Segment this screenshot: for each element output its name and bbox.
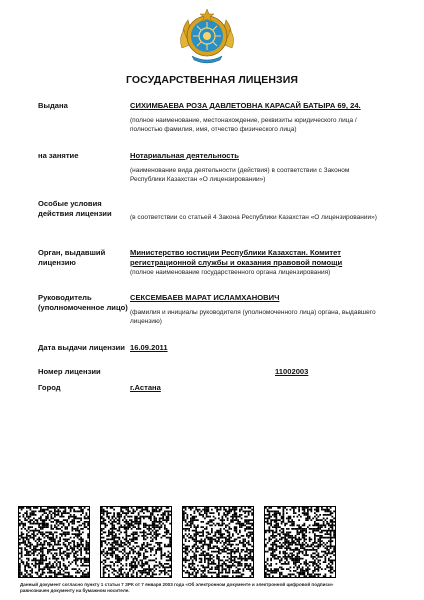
document-title: ГОСУДАРСТВЕННАЯ ЛИЦЕНЗИЯ bbox=[125, 74, 298, 86]
barcode-2 bbox=[100, 506, 172, 578]
issuing-body-value-line1: Министерство юстиции Республики Казахстан. Комитет bbox=[130, 248, 341, 257]
issuing-body-label bbox=[38, 248, 105, 267]
issuing-body-note: (полное наименование государственного органа лицензирования) bbox=[130, 269, 331, 276]
license-number-label: Номер лицензии bbox=[38, 367, 101, 376]
head-label-line2: (уполномоченное лицо) bbox=[38, 302, 128, 312]
qr-code-icon bbox=[183, 507, 253, 577]
issuing-body-label-line2: лицензию bbox=[38, 257, 76, 267]
head-note bbox=[130, 309, 376, 326]
kazakhstan-state-emblem-icon bbox=[176, 8, 238, 66]
issue-date-label: Дата выдачи лицензии bbox=[38, 343, 125, 352]
activity-note bbox=[130, 167, 349, 184]
activity-note-line1: (наименование вида деятельности (действия) в соответствии с Законом bbox=[130, 167, 350, 174]
issuing-body-value bbox=[130, 248, 342, 267]
city-value: г.Астана bbox=[130, 383, 161, 392]
special-conditions-label bbox=[38, 199, 112, 218]
issued-to-label: Выдана bbox=[38, 101, 68, 110]
barcode-4 bbox=[264, 506, 336, 578]
barcode-1 bbox=[18, 506, 90, 578]
issued-to-note bbox=[130, 117, 357, 134]
issue-date-value: 16.09.2011 bbox=[130, 343, 168, 352]
head-note-line1: (фамилия и инициалы руководителя (уполномоченного лица) органа, выдавшего bbox=[130, 309, 376, 316]
head-note-line2: лицензию) bbox=[130, 317, 162, 325]
issuing-body-label-line1: Орган, выдавший bbox=[38, 248, 106, 257]
footer-line1: Данный документ согласно пункту 1 статьи 7 ЗРК от 7 января 2003 года «Об электронном документе и электронной цифровой подписи» bbox=[20, 582, 334, 587]
footer-disclaimer bbox=[20, 582, 380, 594]
barcode-3 bbox=[182, 506, 254, 578]
head-label-line1: Руководитель bbox=[38, 293, 92, 302]
qr-code-icon bbox=[101, 507, 171, 577]
special-conditions-note: (в соответствии со статьей 4 Закона Республики Казахстан «О лицензировании») bbox=[130, 214, 377, 221]
activity-label: на занятие bbox=[38, 151, 79, 160]
issued-to-note-line2: полностью фамилия, имя, отчество физического лица) bbox=[130, 125, 297, 133]
issued-to-value: СИХИМБАЕВА РОЗА ДАВЛЕТОВНА КАРАСАЙ БАТЫРА 69, 24. bbox=[130, 101, 361, 110]
license-number-value: 11002003 bbox=[275, 367, 309, 376]
qr-code-icon bbox=[265, 507, 335, 577]
city-label: Город bbox=[38, 383, 61, 392]
head-label bbox=[38, 293, 128, 312]
special-conditions-label-line1: Особые условия bbox=[38, 199, 102, 208]
qr-code-icon bbox=[19, 507, 89, 577]
state-emblem bbox=[176, 8, 238, 66]
issuing-body-value-line2: регистрационной службы и оказания правовой помощи bbox=[130, 257, 343, 267]
footer-line2: равнозначен документу на бумажном носителе. bbox=[20, 588, 130, 593]
activity-value: Нотариальная деятельность bbox=[130, 151, 239, 160]
issued-to-note-line1: (полное наименование, местонахождение, реквизиты юридического лица / bbox=[130, 117, 357, 124]
special-conditions-label-line2: действия лицензии bbox=[38, 208, 112, 218]
activity-note-line2: Республики Казахстан «О лицензировании») bbox=[130, 175, 266, 183]
head-value: СЕКСЕМБАЕВ МАРАТ ИСЛАМХАНОВИЧ bbox=[130, 293, 280, 302]
